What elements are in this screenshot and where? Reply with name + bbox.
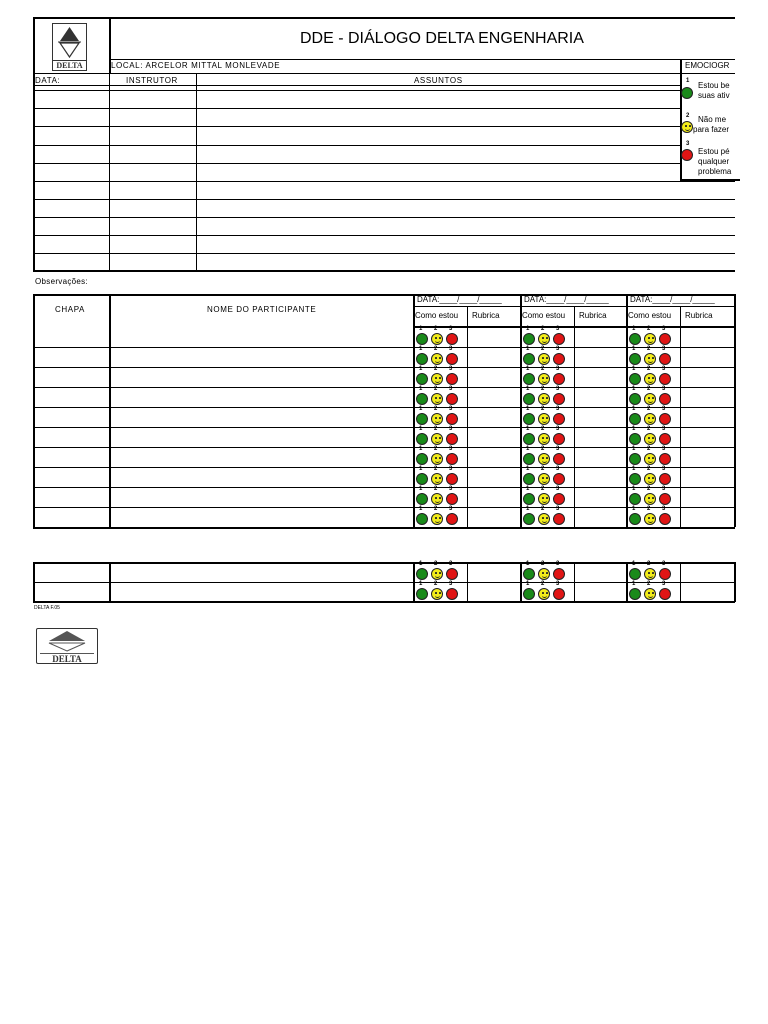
neutral-face-icon[interactable] xyxy=(538,513,550,525)
face-number: 3 xyxy=(449,386,453,392)
sad-face-icon[interactable] xyxy=(553,513,565,525)
neutral-face-icon[interactable] xyxy=(431,568,443,580)
face-number: 3 xyxy=(662,506,666,512)
face-number: 1 xyxy=(632,581,636,587)
sad-face-icon[interactable] xyxy=(659,568,671,580)
sad-face-icon[interactable] xyxy=(446,393,458,405)
sad-face-icon[interactable] xyxy=(659,373,671,385)
sad-face-icon[interactable] xyxy=(659,413,671,425)
face-number: 1 xyxy=(419,506,423,512)
face-number: 3 xyxy=(449,506,453,512)
sad-face-icon[interactable] xyxy=(659,453,671,465)
sad-face-icon[interactable] xyxy=(553,493,565,505)
neutral-face-icon[interactable] xyxy=(644,333,656,345)
happy-face-icon[interactable] xyxy=(629,393,641,405)
face-number: 1 xyxy=(632,366,636,372)
face-number: 2 xyxy=(434,446,438,452)
face-number: 2 xyxy=(647,446,651,452)
face-number: 1 xyxy=(632,486,636,492)
face-number: 3 xyxy=(556,426,560,432)
face-number: 3 xyxy=(662,486,666,492)
col-nome-header: NOME DO PARTICIPANTE xyxy=(207,305,317,314)
sad-face-icon[interactable] xyxy=(446,453,458,465)
neutral-face-icon[interactable] xyxy=(431,493,443,505)
neutral-face-icon[interactable] xyxy=(431,513,443,525)
emotion-neutral-icon xyxy=(681,121,693,133)
sad-face-icon[interactable] xyxy=(659,353,671,365)
happy-face-icon[interactable] xyxy=(629,413,641,425)
happy-face-icon[interactable] xyxy=(416,433,428,445)
face-number: 1 xyxy=(526,366,530,372)
face-number: 1 xyxy=(526,561,530,567)
happy-face-icon[interactable] xyxy=(416,568,428,580)
happy-face-icon[interactable] xyxy=(629,433,641,445)
face-number: 3 xyxy=(449,366,453,372)
face-number: 3 xyxy=(556,466,560,472)
sad-face-icon[interactable] xyxy=(553,453,565,465)
happy-face-icon[interactable] xyxy=(629,473,641,485)
happy-face-icon[interactable] xyxy=(629,568,641,580)
face-number: 2 xyxy=(541,406,545,412)
sad-face-icon[interactable] xyxy=(553,588,565,600)
neutral-face-icon[interactable] xyxy=(644,393,656,405)
face-number: 3 xyxy=(449,326,453,332)
face-number: 3 xyxy=(662,406,666,412)
face-number: 2 xyxy=(647,366,651,372)
happy-face-icon[interactable] xyxy=(523,393,535,405)
face-number: 3 xyxy=(662,366,666,372)
emotion-3-number: 3 xyxy=(686,141,690,147)
face-number: 3 xyxy=(556,326,560,332)
happy-face-icon[interactable] xyxy=(523,413,535,425)
face-number: 2 xyxy=(647,326,651,332)
face-number: 3 xyxy=(556,406,560,412)
face-number: 1 xyxy=(419,581,423,587)
face-number: 1 xyxy=(526,426,530,432)
face-number: 2 xyxy=(541,386,545,392)
emotion-1-number: 1 xyxy=(686,78,690,84)
face-number: 3 xyxy=(662,346,666,352)
face-number: 2 xyxy=(541,581,545,587)
face-number: 2 xyxy=(647,406,651,412)
page-title: DDE - DIÁLOGO DELTA ENGENHARIA xyxy=(300,30,584,47)
neutral-face-icon[interactable] xyxy=(538,353,550,365)
happy-face-icon[interactable] xyxy=(523,513,535,525)
sad-face-icon[interactable] xyxy=(446,568,458,580)
emotion-3-text-3: problema xyxy=(698,167,732,176)
local-label: LOCAL: ARCELOR MITTAL MONLEVADE xyxy=(111,61,281,70)
emotion-happy-icon xyxy=(681,87,693,99)
face-number: 2 xyxy=(647,506,651,512)
face-number: 1 xyxy=(526,406,530,412)
happy-face-icon[interactable] xyxy=(629,373,641,385)
face-number: 2 xyxy=(434,326,438,332)
sad-face-icon[interactable] xyxy=(553,433,565,445)
face-number: 2 xyxy=(434,561,438,567)
face-number: 1 xyxy=(632,426,636,432)
face-number: 1 xyxy=(419,426,423,432)
face-number: 2 xyxy=(434,406,438,412)
happy-face-icon[interactable] xyxy=(523,493,535,505)
sad-face-icon[interactable] xyxy=(446,588,458,600)
sad-face-icon[interactable] xyxy=(446,493,458,505)
header-logo xyxy=(52,23,87,71)
face-number: 1 xyxy=(526,486,530,492)
happy-face-icon[interactable] xyxy=(629,588,641,600)
happy-face-icon[interactable] xyxy=(416,413,428,425)
face-number: 2 xyxy=(647,346,651,352)
neutral-face-icon[interactable] xyxy=(538,433,550,445)
date-header: DATA:____/____/_____ xyxy=(417,295,502,304)
sad-face-icon[interactable] xyxy=(553,568,565,580)
face-number: 2 xyxy=(541,506,545,512)
face-number: 1 xyxy=(632,346,636,352)
delta-logo-icon xyxy=(53,24,86,60)
emociograma-title: EMOCIOGR xyxy=(685,61,730,70)
face-number: 3 xyxy=(449,446,453,452)
face-number: 3 xyxy=(449,406,453,412)
neutral-face-icon[interactable] xyxy=(431,413,443,425)
face-number: 1 xyxy=(419,406,423,412)
face-number: 2 xyxy=(541,486,545,492)
face-number: 2 xyxy=(541,366,545,372)
neutral-face-icon[interactable] xyxy=(644,373,656,385)
face-number: 3 xyxy=(556,561,560,567)
col-data-header: DATA: xyxy=(35,76,61,85)
face-number: 3 xyxy=(662,581,666,587)
rubrica-header: Rubrica xyxy=(685,311,713,320)
happy-face-icon[interactable] xyxy=(523,588,535,600)
como-estou-header: Como estou xyxy=(628,311,672,320)
neutral-face-icon[interactable] xyxy=(431,353,443,365)
sad-face-icon[interactable] xyxy=(446,333,458,345)
sad-face-icon[interactable] xyxy=(553,473,565,485)
emotion-3-text-2: qualquer xyxy=(698,157,730,166)
face-number: 3 xyxy=(449,426,453,432)
sad-face-icon[interactable] xyxy=(659,513,671,525)
happy-face-icon[interactable] xyxy=(416,373,428,385)
col-assuntos-header: ASSUNTOS xyxy=(414,76,463,85)
face-number: 1 xyxy=(526,446,530,452)
observacoes-label: Observações: xyxy=(35,277,88,286)
face-number: 3 xyxy=(662,561,666,567)
face-number: 2 xyxy=(647,486,651,492)
face-number: 3 xyxy=(556,506,560,512)
neutral-face-icon[interactable] xyxy=(431,333,443,345)
sad-face-icon[interactable] xyxy=(659,588,671,600)
col-chapa-header: CHAPA xyxy=(55,305,85,314)
neutral-face-icon[interactable] xyxy=(644,568,656,580)
face-number: 3 xyxy=(662,426,666,432)
face-number: 2 xyxy=(434,346,438,352)
sad-face-icon[interactable] xyxy=(446,413,458,425)
sad-face-icon[interactable] xyxy=(446,433,458,445)
sad-face-icon[interactable] xyxy=(446,353,458,365)
delta-logo-icon xyxy=(37,629,97,653)
face-number: 1 xyxy=(632,326,636,332)
sad-face-icon[interactable] xyxy=(659,473,671,485)
face-number: 1 xyxy=(632,406,636,412)
neutral-face-icon[interactable] xyxy=(644,353,656,365)
happy-face-icon[interactable] xyxy=(629,333,641,345)
face-number: 1 xyxy=(419,486,423,492)
neutral-face-icon[interactable] xyxy=(431,588,443,600)
neutral-face-icon[interactable] xyxy=(644,453,656,465)
face-number: 1 xyxy=(526,506,530,512)
face-number: 1 xyxy=(419,466,423,472)
neutral-face-icon[interactable] xyxy=(644,513,656,525)
neutral-face-icon[interactable] xyxy=(538,588,550,600)
sad-face-icon[interactable] xyxy=(659,393,671,405)
face-number: 1 xyxy=(632,386,636,392)
face-number: 1 xyxy=(526,466,530,472)
face-number: 1 xyxy=(419,326,423,332)
neutral-face-icon[interactable] xyxy=(538,413,550,425)
neutral-face-icon[interactable] xyxy=(538,493,550,505)
neutral-face-icon[interactable] xyxy=(538,373,550,385)
neutral-face-icon[interactable] xyxy=(644,413,656,425)
neutral-face-icon[interactable] xyxy=(431,373,443,385)
happy-face-icon[interactable] xyxy=(416,393,428,405)
neutral-face-icon[interactable] xyxy=(538,393,550,405)
neutral-face-icon[interactable] xyxy=(644,473,656,485)
happy-face-icon[interactable] xyxy=(416,493,428,505)
happy-face-icon[interactable] xyxy=(629,493,641,505)
face-number: 3 xyxy=(556,486,560,492)
face-number: 2 xyxy=(647,561,651,567)
como-estou-header: Como estou xyxy=(415,311,459,320)
face-number: 2 xyxy=(434,486,438,492)
face-number: 2 xyxy=(647,426,651,432)
neutral-face-icon[interactable] xyxy=(538,453,550,465)
happy-face-icon[interactable] xyxy=(523,333,535,345)
face-number: 2 xyxy=(541,426,545,432)
neutral-face-icon[interactable] xyxy=(431,473,443,485)
face-number: 2 xyxy=(541,446,545,452)
face-number: 1 xyxy=(419,346,423,352)
face-number: 3 xyxy=(662,446,666,452)
neutral-face-icon[interactable] xyxy=(644,493,656,505)
face-number: 3 xyxy=(449,486,453,492)
neutral-face-icon[interactable] xyxy=(644,588,656,600)
neutral-face-icon[interactable] xyxy=(538,568,550,580)
neutral-face-icon[interactable] xyxy=(431,453,443,465)
face-number: 1 xyxy=(419,446,423,452)
face-number: 2 xyxy=(541,561,545,567)
face-number: 2 xyxy=(541,326,545,332)
sad-face-icon[interactable] xyxy=(553,393,565,405)
face-number: 3 xyxy=(556,346,560,352)
happy-face-icon[interactable] xyxy=(416,588,428,600)
face-number: 1 xyxy=(419,561,423,567)
sad-face-icon[interactable] xyxy=(659,433,671,445)
date-header: DATA:____/____/_____ xyxy=(524,295,609,304)
col-instrutor-header: INSTRUTOR xyxy=(126,76,178,85)
face-number: 1 xyxy=(526,326,530,332)
neutral-face-icon[interactable] xyxy=(538,333,550,345)
emotion-1-text: Estou be xyxy=(698,81,730,90)
happy-face-icon[interactable] xyxy=(416,353,428,365)
face-number: 3 xyxy=(449,346,453,352)
happy-face-icon[interactable] xyxy=(416,513,428,525)
face-number: 3 xyxy=(662,466,666,472)
header-logo-text: DELTA xyxy=(53,60,86,70)
sad-face-icon[interactable] xyxy=(446,473,458,485)
face-number: 3 xyxy=(556,446,560,452)
happy-face-icon[interactable] xyxy=(523,453,535,465)
happy-face-icon[interactable] xyxy=(629,353,641,365)
face-number: 3 xyxy=(449,561,453,567)
como-estou-header: Como estou xyxy=(522,311,566,320)
face-number: 2 xyxy=(434,386,438,392)
sad-face-icon[interactable] xyxy=(446,513,458,525)
face-number: 3 xyxy=(556,366,560,372)
face-number: 2 xyxy=(434,506,438,512)
emotion-2-number: 2 xyxy=(686,113,690,119)
emotion-sad-icon xyxy=(681,149,693,161)
neutral-face-icon[interactable] xyxy=(644,433,656,445)
emotion-2-text-2: para fazer xyxy=(693,125,730,134)
face-number: 2 xyxy=(541,346,545,352)
face-number: 1 xyxy=(526,346,530,352)
sad-face-icon[interactable] xyxy=(659,333,671,345)
face-number: 3 xyxy=(449,466,453,472)
neutral-face-icon[interactable] xyxy=(431,433,443,445)
happy-face-icon[interactable] xyxy=(523,353,535,365)
face-number: 1 xyxy=(632,561,636,567)
happy-face-icon[interactable] xyxy=(523,568,535,580)
happy-face-icon[interactable] xyxy=(416,473,428,485)
happy-face-icon[interactable] xyxy=(523,373,535,385)
footer-code: DELTA F.05 xyxy=(34,605,60,611)
sad-face-icon[interactable] xyxy=(446,373,458,385)
face-number: 1 xyxy=(632,466,636,472)
face-number: 2 xyxy=(434,581,438,587)
rubrica-header: Rubrica xyxy=(472,311,500,320)
face-number: 3 xyxy=(662,386,666,392)
face-number: 1 xyxy=(632,506,636,512)
face-number: 1 xyxy=(632,446,636,452)
rubrica-header: Rubrica xyxy=(579,311,607,320)
footer-logo-text: DELTA xyxy=(40,653,94,664)
sad-face-icon[interactable] xyxy=(553,373,565,385)
face-number: 1 xyxy=(419,366,423,372)
sad-face-icon[interactable] xyxy=(553,353,565,365)
face-number: 2 xyxy=(434,466,438,472)
face-number: 2 xyxy=(647,581,651,587)
face-number: 3 xyxy=(449,581,453,587)
happy-face-icon[interactable] xyxy=(416,333,428,345)
date-header: DATA:____/____/_____ xyxy=(630,295,715,304)
sad-face-icon[interactable] xyxy=(553,413,565,425)
face-number: 1 xyxy=(526,386,530,392)
happy-face-icon[interactable] xyxy=(629,513,641,525)
neutral-face-icon[interactable] xyxy=(538,473,550,485)
happy-face-icon[interactable] xyxy=(523,473,535,485)
footer-logo xyxy=(36,628,98,664)
emotion-3-text: Estou pé xyxy=(698,147,730,156)
face-number: 2 xyxy=(541,466,545,472)
sad-face-icon[interactable] xyxy=(659,493,671,505)
happy-face-icon[interactable] xyxy=(629,453,641,465)
face-number: 2 xyxy=(434,366,438,372)
face-number: 3 xyxy=(662,326,666,332)
face-number: 2 xyxy=(647,466,651,472)
face-number: 1 xyxy=(526,581,530,587)
face-number: 2 xyxy=(647,386,651,392)
sad-face-icon[interactable] xyxy=(553,333,565,345)
face-number: 3 xyxy=(556,581,560,587)
happy-face-icon[interactable] xyxy=(523,433,535,445)
neutral-face-icon[interactable] xyxy=(431,393,443,405)
emotion-2-text: Não me xyxy=(698,115,727,124)
happy-face-icon[interactable] xyxy=(416,453,428,465)
emotion-1-text-2: suas ativ xyxy=(698,91,730,100)
face-number: 1 xyxy=(419,386,423,392)
face-number: 2 xyxy=(434,426,438,432)
face-number: 3 xyxy=(556,386,560,392)
